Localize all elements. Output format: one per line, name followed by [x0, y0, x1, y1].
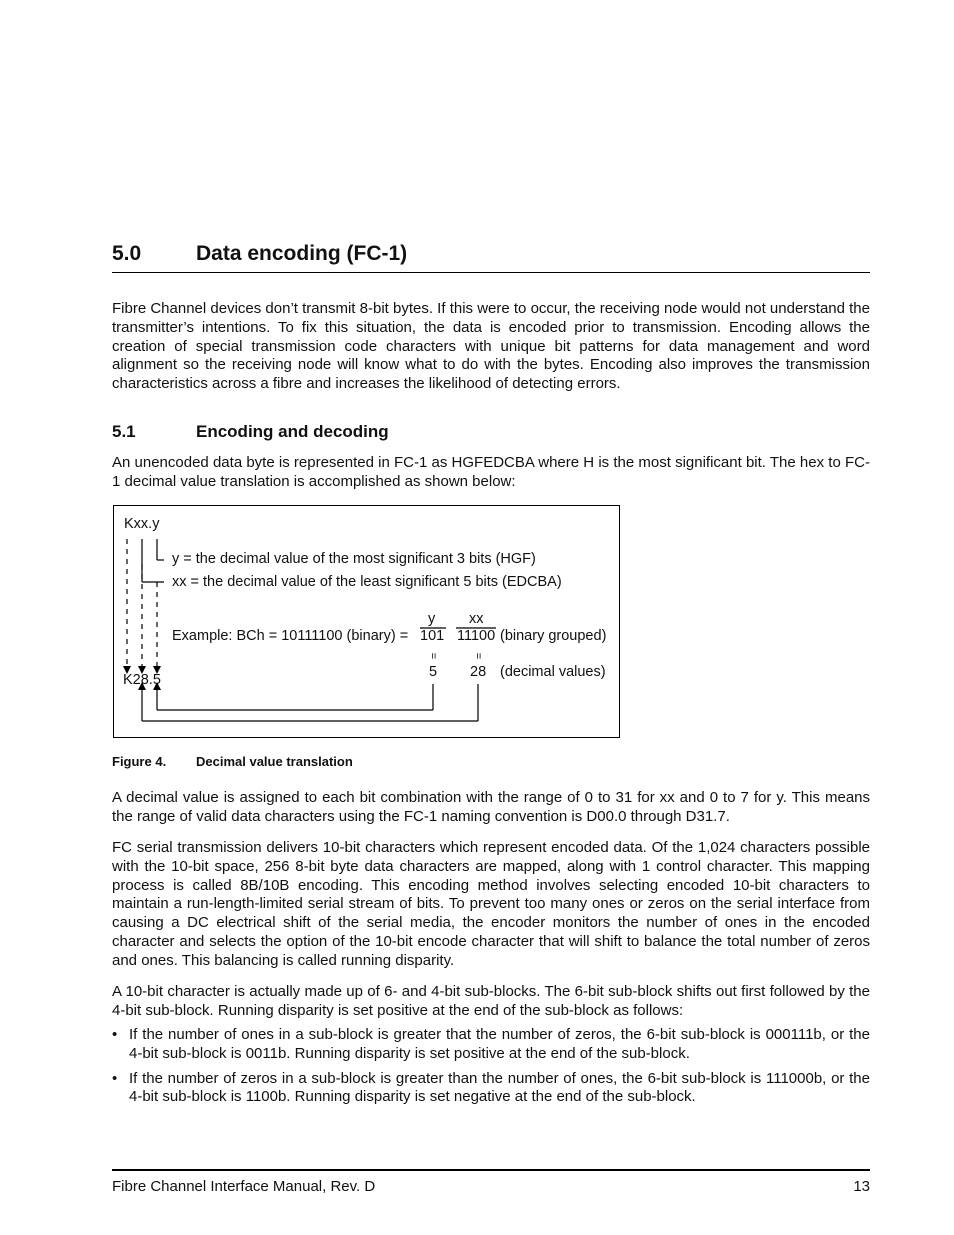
y-description: y = the decimal value of the most significant 3 bits (HGF) [172, 551, 536, 567]
kxx-y-label: Kxx.y [124, 516, 160, 532]
disparity-bullet-list [112, 1026, 870, 1113]
equals-sign-xx: = [472, 652, 484, 660]
subsection-title: Encoding and decoding [196, 422, 389, 441]
xx-decimal-value: 28 [470, 664, 487, 680]
y-bits: 101 [420, 628, 445, 644]
list-item [112, 1070, 870, 1108]
k28-5-label: K28.5 [123, 672, 161, 688]
paragraph-sub-blocks: A 10-bit character is actually made up of 6- and 4-bit sub-blocks. The 6-bit sub-block shifts out first followed by the 4-bit sub-block. Running disparity is set positive at the end of the sub-block as follows: [112, 983, 870, 1019]
y-decimal-value: 5 [429, 664, 438, 680]
subsection-paragraph: An unencoded data byte is represented in FC-1 as HGFEDCBA where H is the most significant bit. The hex to FC-1 decimal value translation is accomplished as shown below: [112, 454, 870, 490]
subsection-heading [112, 422, 389, 442]
equals-sign-y: = [427, 652, 439, 660]
paragraph-decimal-range: A decimal value is assigned to each bit combination with the range of 0 to 31 for xx and 0 to 7 for y. This means the range of valid data characters using the FC-1 naming convention is D00.0 through D31.7. [112, 789, 870, 825]
decimal-translation-figure [113, 505, 620, 738]
bullet-marker: • [112, 1069, 118, 1087]
section-heading [112, 240, 870, 273]
y-column-head: y [428, 611, 436, 627]
figure-number: Figure 4. [112, 754, 167, 769]
bullet-text: If the number of ones in a sub-block is greater that the number of zeros, the 6-bit sub-block is 000111b, or the 4-bit sub-block is 0011b. Running disparity is set positive at the end of the sub-block. [129, 1026, 870, 1062]
decimal-values-label: (decimal values) [500, 664, 606, 680]
figure-title: Decimal value translation [196, 754, 353, 769]
figure-caption [112, 754, 353, 769]
figure-diagram-lines [114, 506, 619, 737]
section-title: Data encoding (FC-1) [196, 242, 408, 265]
intro-paragraph: Fibre Channel devices don’t transmit 8-bit bytes. If this were to occur, the receiving node would not understand the transmitter’s intentions. To fix this situation, the data is encoded prior to transmission. Encoding allows the creation of special transmission code characters with unique bit patterns for data management and word alignment so the receiving node will know what to do with the bytes. Encoding also improves the transmission characteristics across a fibre and increases the likelihood of detecting errors. [112, 300, 870, 393]
bullet-text: If the number of zeros in a sub-block is greater than the number of ones, the 6-bit sub-block is 111000b, or the 4-bit sub-block is 1100b. Running disparity is set negative at the end of the sub-block. [129, 1069, 870, 1106]
binary-grouped-label: (binary grouped) [500, 628, 607, 644]
xx-column-head: xx [469, 611, 484, 627]
page-number: 13 [853, 1178, 870, 1195]
xx-bits: 11100 [457, 628, 496, 644]
xx-description: xx = the decimal value of the least significant 5 bits (EDCBA) [172, 574, 562, 590]
bullet-marker: • [112, 1026, 118, 1043]
section-number: 5.0 [112, 242, 142, 265]
list-item [112, 1026, 870, 1064]
example-prefix: Example: BCh = 10111100 (binary) = [172, 628, 409, 644]
subsection-number: 5.1 [112, 422, 136, 441]
page-footer [112, 1169, 870, 1195]
footer-title: Fibre Channel Interface Manual, Rev. D [112, 1178, 376, 1195]
paragraph-serial-transmission: FC serial transmission delivers 10-bit characters which represent encoded data. Of the 1,024 characters possible with the 10-bit space, 256 8-bit byte data characters are mapped, along with 1 control character. This mapping process is called 8B/10B encoding. This encoding method involves selecting encoded 10-bit characters to maintain a run-length-limited serial stream of bits. To prevent too many ones or zeros on the serial interface from causing a DC electrical shift of the serial media, the encoder monitors the number of ones in the encoded character and selects the option of the 10-bit encode character that will shift to balance the total number of zeros and ones. This balancing is called running disparity. [112, 839, 870, 969]
